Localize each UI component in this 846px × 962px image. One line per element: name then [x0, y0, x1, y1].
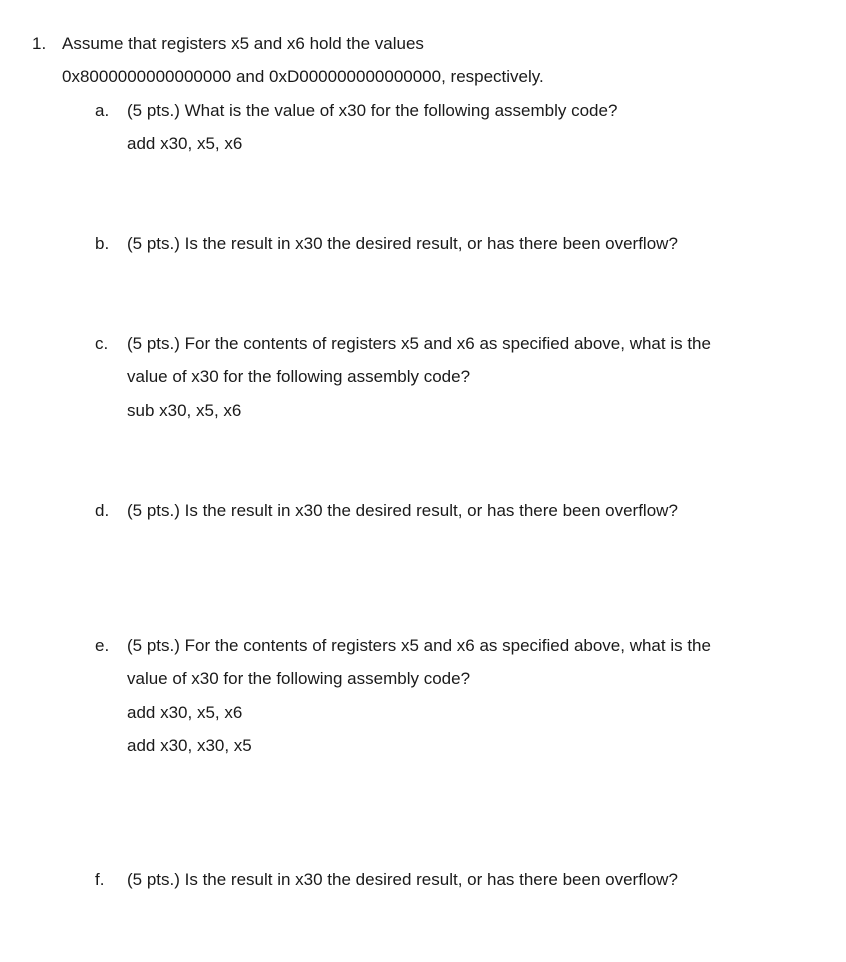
part-c-code-line-1: sub x30, x5, x6: [127, 401, 242, 420]
part-c-letter: c.: [95, 334, 109, 353]
part-b-letter: b.: [95, 234, 110, 253]
question-number: 1.: [32, 34, 47, 53]
part-f-text: (5 pts.) Is the result in x30 the desired result, or has there been overflow?: [127, 870, 678, 889]
part-e-text-line-1: (5 pts.) For the contents of registers x5 and x6 as specified above, what is the: [127, 636, 711, 655]
part-c-text-line-1: (5 pts.) For the contents of registers x5 and x6 as specified above, what is the: [127, 334, 711, 353]
part-a-letter: a.: [95, 101, 110, 120]
part-e-letter: e.: [95, 636, 110, 655]
part-e-text-line-2: value of x30 for the following assembly code?: [127, 669, 471, 688]
part-d-text: (5 pts.) Is the result in x30 the desired result, or has there been overflow?: [127, 501, 678, 520]
question-intro-line-1: Assume that registers x5 and x6 hold the values: [62, 34, 424, 53]
question-intro-line-2: 0x8000000000000000 and 0xD000000000000000, respectively.: [62, 67, 544, 86]
part-d-letter: d.: [95, 501, 110, 520]
part-c-text-line-2: value of x30 for the following assembly code?: [127, 367, 471, 386]
part-b-text: (5 pts.) Is the result in x30 the desired result, or has there been overflow?: [127, 234, 678, 253]
part-e-code-line-1: add x30, x5, x6: [127, 703, 243, 722]
part-e-code-line-2: add x30, x30, x5: [127, 736, 252, 755]
part-f-letter: f.: [95, 870, 105, 889]
part-a-code-line-1: add x30, x5, x6: [127, 134, 243, 153]
part-a-text: (5 pts.) What is the value of x30 for the following assembly code?: [127, 101, 618, 120]
